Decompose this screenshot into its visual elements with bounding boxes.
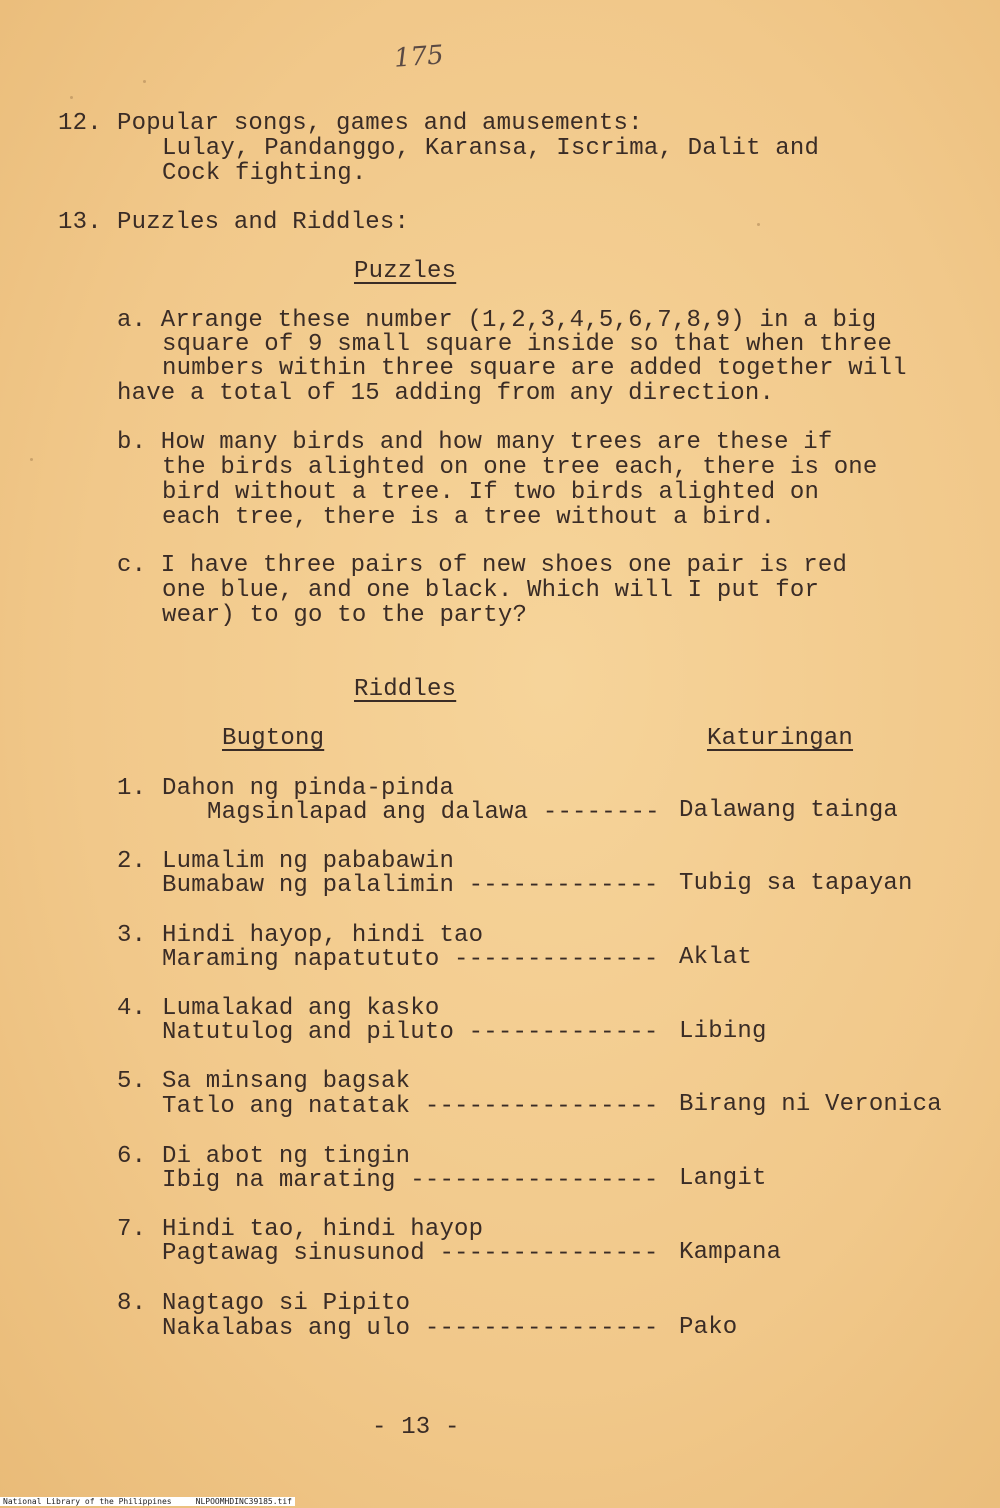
paper-speck [757,223,760,226]
riddle-answer: Dalawang tainga [679,797,899,824]
puzzle-b-line: b. How many birds and how many trees are these if [117,429,833,456]
riddle-number: 4. [117,995,147,1022]
riddle-number: 6. [117,1143,147,1170]
riddle-number: 1. [117,775,147,802]
riddle-line2: Magsinlapad ang dalawa -------- [207,799,660,826]
riddle-line1: Nagtago si Pipito [162,1290,411,1317]
riddle-line2: Maraming napatututo -------------- [162,946,659,973]
puzzle-b-line: the birds alighted on one tree each, there is one [162,454,878,481]
puzzle-c-line: one blue, and one black. Which will I put for [162,577,820,604]
item13-number: 13. [58,209,102,236]
column-header-katuringan: Katuringan [707,725,854,752]
column-header-bugtong: Bugtong [222,725,325,752]
puzzle-b-line: each tree, there is a tree without a bird. [162,504,776,531]
riddle-line1: Di abot ng tingin [162,1143,411,1170]
riddle-line2: Pagtawag sinusunod --------------- [162,1240,659,1267]
riddle-number: 3. [117,922,147,949]
riddle-line1: Hindi hayop, hindi tao [162,922,484,949]
puzzle-a-line: square of 9 small square inside so that when three [162,331,893,358]
puzzle-c-line: wear) to go to the party? [162,602,528,629]
riddle-answer: Tubig sa tapayan [679,870,913,897]
riddle-line2: Tatlo ang natatak ---------------- [162,1093,659,1120]
puzzle-c-line: c. I have three pairs of new shoes one pair is red [117,552,848,579]
riddle-number: 2. [117,848,147,875]
scan-credit: National Library of the Philippines NLPOOMHDINC39185.tif [0,1497,295,1506]
riddle-line1: Lumalim ng pababawin [162,848,455,875]
riddles-heading: Riddles [354,676,457,703]
riddle-answer: Birang ni Veronica [679,1091,942,1118]
handwritten-page-number: 175 [393,40,445,74]
puzzle-b-line: bird without a tree. If two birds alighted on [162,479,820,506]
riddle-answer: Aklat [679,944,753,971]
riddle-line2: Bumabaw ng palalimin ------------- [162,872,659,899]
riddle-number: 8. [117,1290,147,1317]
paper-speck [30,458,33,461]
riddle-line1: Hindi tao, hindi hayop [162,1216,484,1243]
item13-title: Puzzles and Riddles: [117,209,410,236]
page-number-footer: - 13 - [372,1414,460,1441]
riddle-line2: Natutulog and piluto ------------- [162,1019,659,1046]
item12-number: 12. [58,110,102,137]
paper-speck [143,80,146,83]
item12-line2: Lulay, Pandanggo, Karansa, Iscrima, Dalit and [162,135,820,162]
riddle-line2: Ibig na marating ----------------- [162,1167,659,1194]
riddle-line1: Sa minsang bagsak [162,1068,411,1095]
riddle-line1: Dahon ng pinda-pinda [162,775,455,802]
riddle-number: 5. [117,1068,147,1095]
riddle-line2: Nakalabas ang ulo ---------------- [162,1315,659,1342]
riddle-answer: Langit [679,1165,767,1192]
puzzle-a-line: a. Arrange these number (1,2,3,4,5,6,7,8,9) in a big [117,307,877,334]
riddle-answer: Pako [679,1314,738,1341]
puzzles-heading: Puzzles [354,258,457,285]
riddle-answer: Kampana [679,1239,782,1266]
paper-speck [70,96,73,99]
riddle-number: 7. [117,1216,147,1243]
puzzle-a-line: numbers within three square are added together will [162,355,907,382]
riddle-line1: Lumalakad ang kasko [162,995,440,1022]
item12-line1: Popular songs, games and amusements: [117,110,643,137]
puzzle-a-line: have a total of 15 adding from any direction. [117,380,775,407]
item12-line3: Cock fighting. [162,160,367,187]
riddle-answer: Libing [679,1018,767,1045]
